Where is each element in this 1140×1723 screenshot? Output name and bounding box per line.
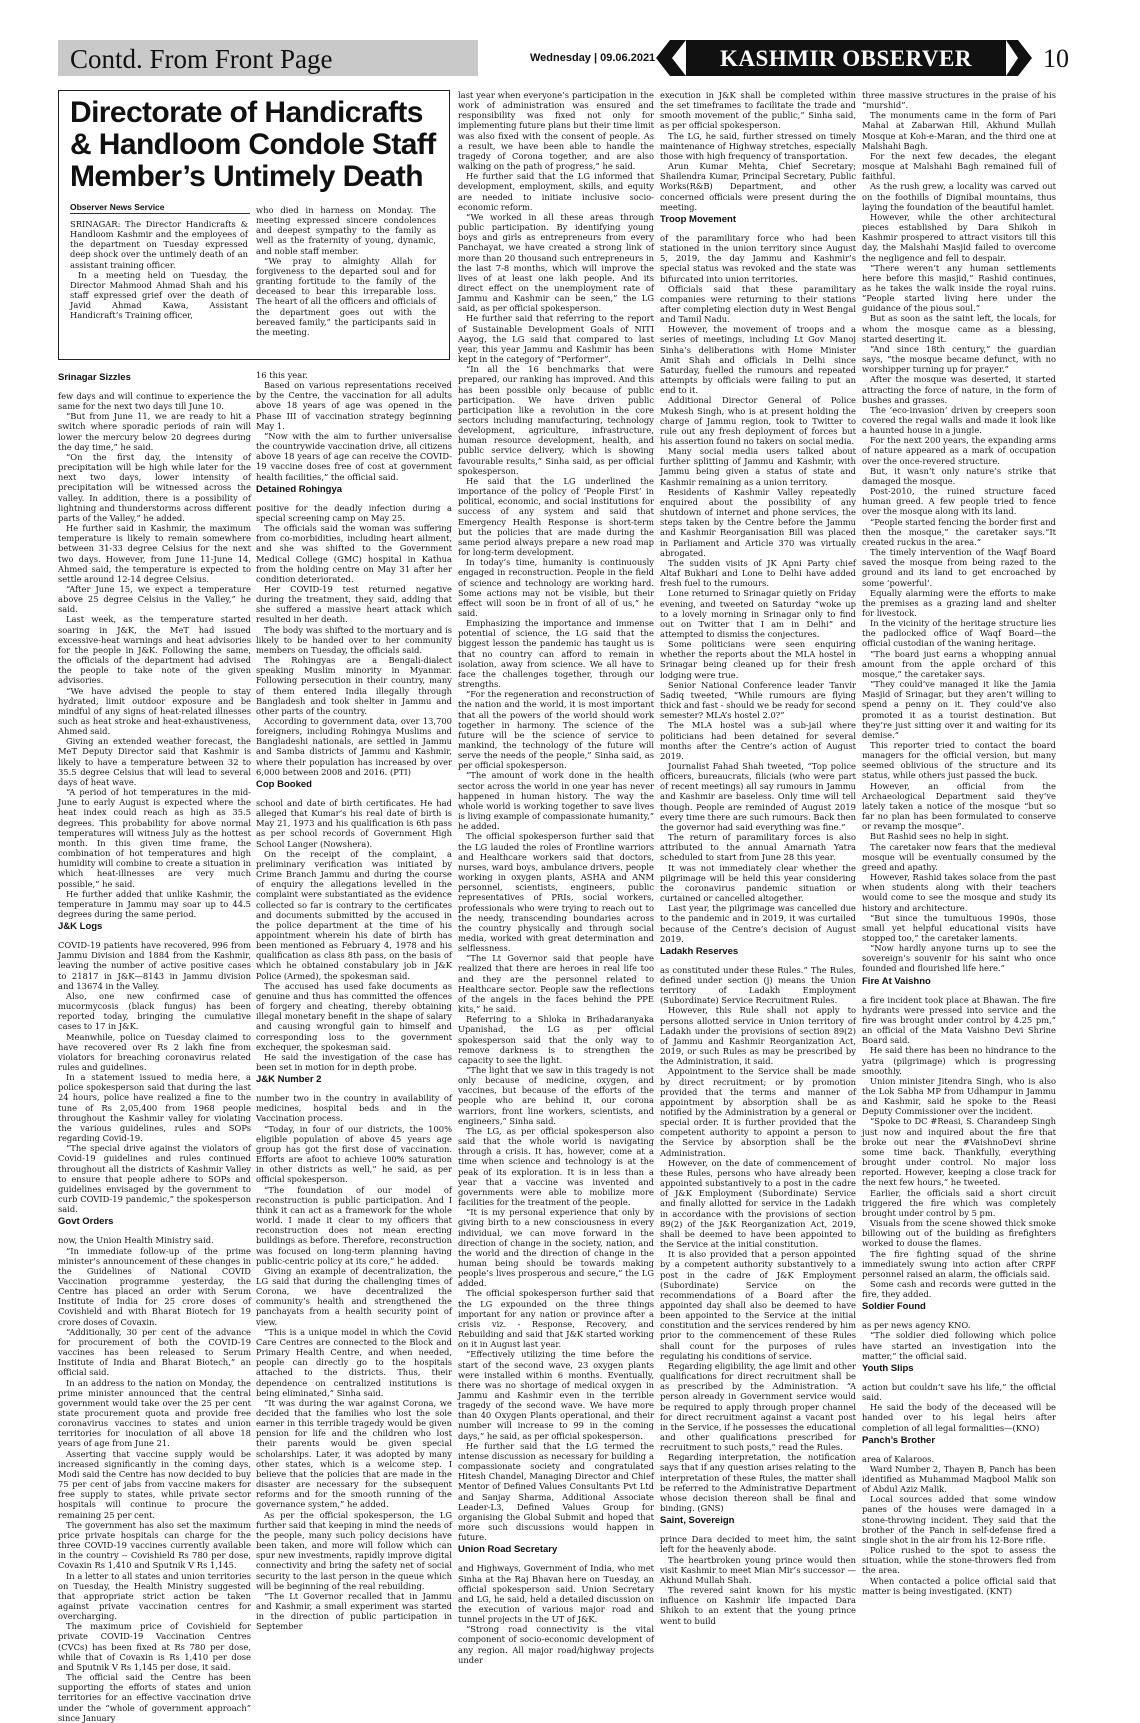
paragraph: After the mosque was deserted, it started attracting the force of nature, in the form of bushes and grasses.: [862, 374, 1056, 405]
paragraph: and Highways, Government of India, who met Sinha at the Raj Bhavan here on Tuesday, an official spokesperson said. Union Secretary and LG, he said, held a detailed discussion on the execution of various major road and tunnel projects in the UT of J&K.: [458, 1563, 654, 1625]
paragraph: few days and will continue to experience the same for the next two days till June 10.: [58, 391, 251, 412]
paragraph: The caretaker now fears that the medieval mosque will be eventually consumed by the greed and apathy.: [862, 841, 1056, 872]
paragraph: However, this Rule shall not apply to persons allotted service in Union territory of Ladakh under the provisions of section 89(2) of Jammu and Kashmir Reorganization Act, 2019, or such Rules as may be prescribed by the Administration, it said.: [660, 1005, 856, 1067]
paragraph: Giving an extended weather forecast, the MeT Deputy Director said that Kashmir is likely to have a temperature between 32 to 35.5 degree Celsius that will lead to several days of heat wave.: [58, 736, 251, 787]
paragraph: “But since the tumultuous 1990s, those small yet helpful educational visits have stopped too,” the caretaker laments.: [862, 912, 1056, 943]
paragraph: “We pray to almighty Allah for forgiveness to the departed soul and for granting fortitude to the family of the deceased to bear this irreparable loss. The heart of all the officers and officials of the department goes out with the bereaved family,” the participants said in the meeting.: [256, 255, 436, 337]
paragraph: Lone returned to Srinagar quietly on Friday evening, and tweeted on Saturday “woke up to a lovely morning in Srinagar only to find out on Twitter that I am in Delhi” and attempted to dismiss the conjectures.: [660, 588, 856, 639]
paragraph: three massive structures in the praise of his “murshid”.: [862, 90, 1056, 111]
subheading: Union Road Secretary: [458, 1544, 558, 1556]
paragraph: 16 this year.: [256, 370, 308, 380]
subheading: J&K Logs: [58, 921, 103, 933]
paragraph: COVID-19 patients have recovered, 996 from Jammu Division and 1884 from the Kashmir, leaving the number of active positive cases to 21817 in J&K—8143 in Jammu division and 13674 in the Valley.: [58, 940, 251, 991]
lead-column-1: [70, 219, 248, 321]
paragraph: The accused has used fake documents as genuine and thus has committed the offences of forgery and cheating, thereby obtaining illegal monetary benefit in the shape of salary and causing wrongful gain to himself and corresponding loss to the government exchequer, the spokesman said.: [256, 980, 452, 1052]
paragraph: Additional Director General of Police Mukesh Singh, who is at present holding the charge of Jammu region, took to Twitter to rule out any fresh deployment of forces but his assertion found no takers on social media.: [660, 395, 856, 446]
paragraph: Regarding interpretation, the notification says that if any question arises relating to the interpretation of these Rules, the matter shall be referred to the Administrative Department whose decision thereon shall be final and binding. (GNS): [660, 1452, 856, 1514]
paragraph: “Spoke to DC #Reasi, S. Charandeep Singh just now and inquired about the fire that broke out near the #VaishnoDevi shrine some time back. Thankfully, everything brought under control. No major loss reported. However, keeping a close track for the next few hours,” he tweeted.: [862, 1116, 1056, 1188]
paragraph: The Rohingyas are a Bengali-dialect speaking Muslim minority in Myanmar. Following persecution in their country, many of them entered India illegally through Bangladesh and took shelter in Jammu and other parts of the country.: [256, 655, 452, 716]
paragraph: Some cash and records were gutted in the fire, they added.: [862, 1278, 1056, 1300]
paragraph: Referring to a Shloka in Brihadaranyaka Upanishad, the LG as per official spokesperson said that the only way to remove darkness is to strengthen the capacity to see the light.: [458, 1014, 654, 1065]
paragraph: a fire incident took place at Bhawan. The fire hydrants were pressed into service and the fire was brought under control by 4.25 pm,” an official of the Mata Vaishno Devi Shrine Board said.: [862, 994, 1056, 1046]
paragraph: “We have advised the people to stay hydrated, limit outdoor exposure and be mindful of any signs of heat-related illnesses such as heat stroke and heat-exhaustiveness, Ahmed said.: [58, 685, 251, 737]
paragraph: The revered saint known for his mystic influence on Kashmir life impacted Dara Shikoh to an extent that the young prince went to build: [660, 1585, 856, 1626]
paragraph: Appointment to the Service shall be made by direct recruitment; or by promotion provided that the terms and manner of appointment by absorption shall be as notified by the Administration by a general or special order. It is further provided that the competent authority to appoint a person to the Service by absorption shall be the Administration.: [660, 1066, 856, 1158]
paragraph: SRINAGAR: The Director Handicrafts & Handloom Kashmir and the employees of the department on Tuesday expressed deep shock over the untimely death of an assistant training officer.: [70, 219, 248, 270]
paragraph: Last year, the pilgrimage was cancelled due to the pandemic and in 2019, it was curtailed because of the Centre’s decision of August 2019.: [660, 903, 856, 944]
paragraph: The fire fighting squad of the shrine immediately swung into action after CRPF personnel raised an alarm, the officials said.: [862, 1248, 1056, 1279]
paragraph: Her COVID-19 test returned negative during the treatment, they said, adding that she suffered a massive heart attack which resulted in her death.: [256, 583, 452, 625]
paragraph: “In all the 16 benchmarks that were prepared, our ranking has improved. And this has been possible only because of public participation. We have driven public participation like a revolution in the core sectors including manufacturing, technology development, agriculture, infrastructure, human resource development, health, and public service delivery, which is showing favourable results,” Sinha said, as per official spokesperson.: [458, 364, 654, 476]
paragraph: For the next few decades, the elegant mosque at Malshahi Bagh remained full of faithful.: [862, 150, 1056, 182]
paragraph: “After June 15, we expect a temperature above 25 degree Celsius in the Valley,” he said.: [58, 583, 251, 615]
paragraph: The return of paramilitary forces is also attributed to the annual Amarnath Yatra scheduled to start from June 28 this year.: [660, 832, 856, 863]
chevron-left-icon: [656, 40, 686, 76]
paragraph: The monuments came in the form of Pari Mahal at Zabarwan Hill, Akhund Mullah Mosque at Koh-e-Maran, and the third one at Malshahi Bagh.: [862, 110, 1056, 151]
paragraph: “The foundation of our model of reconstruction is public participation. And I think it can act as a framework for the whole world. I made it clear to my officers that reconstruction does not mean erecting buildings as before. Therefore, reconstruction was focused on long-term planning having public-centric policy at its core,” he added.: [256, 1184, 452, 1266]
paragraph: “A period of hot temperatures in the mid-June to early August is expected where the heat index could reach as high as 35.5 degrees. This probability for above normal temperatures will witness July as the hottest month. In this given time frame, the combination of hot temperatures and high humidity will combine to create a situation in which heat-illnesses are very much possible,” he said.: [58, 787, 251, 889]
paragraph: “There weren’t any human settlements here before this masjid,” Rashid continues, as he takes the walk inside the royal ruins. “People started living here under the guidance of the pious soul.”: [862, 262, 1056, 314]
paragraph: Journalist Fahad Shah tweeted, “Top police officers, bureaucrats, filicials (who were part of recent meetings) all say rumours in Jammu and Kashmir are baseless. Only time will tell though. People are reminded of August 2019 every time there are such rumours. Back then the governor had said everything was fine.”: [660, 761, 856, 832]
subheading: Detained Rohingya: [256, 483, 343, 495]
paragraph: Earlier, the officials said a short circuit triggered the fire which was completely brought under control by 5 pm.: [862, 1187, 1056, 1218]
paragraph: Based on various representations received by the Centre, the vaccination for all adults above 18 years of age was opened in the Phase III of vaccination strategy beginning May 1.: [256, 380, 452, 431]
paragraph: The officials said the woman was suffering from co-morbidities, including heart ailment, and she was shifted to the Government Medical College (GMC) hospital in Kathua from the holding centre on May 31 after her condition deteriorated.: [256, 523, 452, 584]
paragraph: He further said that the LG informed that development, employment, skills, and equity are needed to initiate inclusive socio-economic reform.: [458, 171, 654, 212]
subheading: Ladakh Reserves: [660, 945, 739, 957]
paragraph: Officials said that these paramilitary companies were returning to their stations after completing election duty in West Bengal and Tamil Nadu.: [660, 283, 856, 325]
masthead-brand: KASHMIR OBSERVER: [686, 40, 1006, 76]
issue-date: Wednesday | 09.06.2021: [530, 52, 656, 64]
paragraph: Local sources added that some window panes of the houses were damaged in a stone-throwing incident. They said that the brother of the Panch in self-defense fired a single shot in the air from his 12-Bore rifle.: [862, 1494, 1056, 1545]
paragraph: He said the body of the deceased will be handed over to his legal heirs after completion of all legal formalities—(KNO): [862, 1402, 1056, 1433]
subheading: Panch’s Brother: [862, 1434, 936, 1446]
lead-headline: Directorate of Handicrafts & Handloom Condole Staff Member’s Untimely Death: [70, 96, 436, 193]
article-column-3: [458, 90, 654, 1665]
subheading: Soldier Found: [862, 1301, 926, 1313]
paragraph: On the receipt of the complaint, a preliminary verification was initiated by Crime Branch Jammu and during the course of enquiry the allegations levelled in the complaint were substantiated as the evidence collected so far is contrary to the certificates and documents submitted by the accused in the police department at the time of his appointment wherein his date of birth has been mentioned as February 4, 1978 and his qualification as class 8th pass, on the basis of which he obtained constabulary job in J&K Police (Armed), the spokesman said.: [256, 848, 452, 981]
paragraph: The maximum price of Covishield for private COVID-19 Vaccination Centres (CVCs) has been fixed at Rs 780 per dose, while that of Covaxin is Rs 1,410 per dose and Sputnik V Rs 1,145 per dose, it said.: [58, 1621, 251, 1672]
paragraph: Also, one new confirmed case of mucormycosis (black fungus) has been reported today, bringing the cumulative cases to 17 in J&K.: [58, 990, 251, 1032]
paragraph: “We worked in all these areas through public participation. By identifying young boys and girls as entrepreneurs from every Panchayat, we have created a strong link of more than 20 thousand such entrepreneurs in the last 7-8 months, which will improve the lives of at least one lakh people. And its direct effect on the unemployment rate of Jammu and Kashmir can be seen,” the LG said, as per official spokesperson.: [458, 211, 654, 314]
paragraph: “Effectively utilizing the time before the start of the second wave, 23 oxygen plants were installed within 6 months. Eventually, there was no shortage of medical oxygen in Jammu and Kashmir even in the terrible tragedy of the second wave. We have more than 40 Oxygen Plants operational, and their number will increase to 99 in the coming days,” he said, as per official spokesperson.: [458, 1349, 654, 1441]
section-title: Contd. From Front Page: [58, 40, 478, 76]
subheading: Youth Slips: [862, 1362, 914, 1374]
paragraph: It was not immediately clear whether the pilgrimage will be held this year considering the coronavirus pandemic situation or curtained or cancelled altogether.: [660, 862, 856, 904]
lead-column-2: [256, 205, 436, 337]
subheading: Troop Movement: [660, 213, 737, 225]
paragraph: of the paramilitary force who had been stationed in the union territory since August 5, 2019, the day Jammu and Kashmir’s special status was revoked and the state was bifurcated into union territories.: [660, 232, 856, 284]
subheading: Saint, Sovereign: [660, 1515, 735, 1527]
paragraph: The LG, he said, further stressed on timely maintenance of Highway stretches, especially those with high frequency of transportation.: [660, 130, 856, 161]
paragraph: Emphasizing the importance and immense potential of science, the LG said that the biggest lesson the pandemic has taught us is that no country can afford to remain in isolation, away from science. We all have to face the challenges together, through our strengths.: [458, 618, 654, 690]
paragraph: However, the movement of troops and a series of meetings, including Lt Gov Manoj Sinha’s deliberations with Home Minister Amit Shah and officials in Delhi since Saturday, fuelled the rumours and repeated attempts by officials were failing to put an end to it.: [660, 324, 856, 396]
paragraph: area of Kalaroos.: [862, 1453, 935, 1464]
paragraph: Regarding eligibility, the age limit and other qualifications for direct recruitment shall be as prescribed by the Administration. “A person already in Government service would be required to apply through proper channel for direct recruitment against a vacant post in the Service, if he possesses the educational and other qualifications prescribed for recruitment to such posts,” read the Rules.: [660, 1360, 856, 1453]
paragraph: He further said in Kashmir, the maximum temperature is likely to remain somewhere between 31-33 degree Celsius for the next two days. However, from June 11-June 14, Ahmed said, the temperature is expected to settle around 12-14 degree Celsius.: [58, 523, 251, 584]
paragraph: “For the regeneration and reconstruction of the nation and the world, it is most important that all the powers of the world should work together in harmony. The science of the future will be the science of service to mankind, the technology of the future will serve the needs of the people,” Sinha said, as per official spokesperson.: [458, 689, 654, 771]
paragraph: “Strong road connectivity is the vital component of socio-economic development of any region. All major road/highway projects under: [458, 1624, 654, 1665]
paragraph: This reporter tried to contact the board managers for the official version, but many seemed oblivious of the structure and its status, while others just passed the buck.: [862, 740, 1056, 781]
paragraph: The heartbroken young prince would then visit Kashmir to meet Mian Mir’s successor — Akhund Mullah Shah.: [660, 1554, 856, 1585]
paragraph: “The special drive against the violators of Covid-19 guidelines and rules continued throughout all the districts of Kashmir Valley to ensure that people adhere to SOPs and guidelines envisaged by the government to curb COVID-19 pandemic,” the spokesperson said.: [58, 1143, 251, 1215]
subheading: Govt Orders: [58, 1216, 114, 1228]
paragraph: The government has also set the maximum price private hospitals can charge for the three COVID-19 vaccines currently available in the country -- Covishield Rs 780 per dose, Covaxin Rs 1,410 and Sputnik V Rs 1,145.: [58, 1519, 251, 1571]
paragraph: Post-2010, the ruined structure faced human greed. A few people tried to fence over the mosque along with its land.: [862, 486, 1056, 517]
paragraph: However, Rashid takes solace from the past when students along with their teachers would come to see the mosque and study its history and architecture.: [862, 872, 1056, 913]
paragraph: As the rush grew, a locality was carved out on the foothills of Dignibal mountains, thus laying the foundation of the beautiful hamlet.: [862, 181, 1056, 212]
paragraph: “The Lt Governor recalled that in Jammu and Kashmir, a small experiment was started in the direction of public participation in September: [256, 1590, 452, 1632]
paragraph: However, on the date of commencement of these Rules, persons who have already been appointed substantively to a post in the cadre of J&K Employment (Subordinate) Service and finally allotted for service in the Ladakh in accordance with the provisions of section 89(2) of the J&K Reorganization Act, 2019, shall be deemed to have been appointed to the Service at the initial constitution.: [660, 1157, 856, 1250]
paragraph: Union minister Jitendra Singh, who is also the Lok Sabha MP from Udhampur in Jammu and Kashmir, said he spoke to the Reasi Deputy Commissioner over the incident.: [862, 1075, 1056, 1117]
paragraph: “It is my personal experience that only by giving birth to a new consciousness in every individual, we can move forward in the direction of change in the society, nation, and the world and the direction of change in the human being should be towards making people’s lives prosperous and secure,” the LG added.: [458, 1207, 654, 1289]
paragraph: “In immediate follow-up of the prime minister’s announcement of these changes in the Guidelines of National COVID Vaccination programme yesterday, the Centre has placed an order with Serum Institute of India for 25 crore doses of Covishield and with Bharat Biotech for 19 crore doses of Covaxin.: [58, 1245, 251, 1327]
paragraph: But as soon as the saint left, the locals, for whom the mosque came as a blessing, started deserting it.: [862, 313, 1056, 344]
paragraph: When contacted a police official said that matter is being investigated. (KNT): [862, 1575, 1056, 1596]
paragraph: who died in harness on Monday. The meeting expressed sincere condolences and deepest sympathy to the family as well as the fraternity of young, dynamic, and noble staff member.: [256, 205, 436, 256]
paragraph: Police rushed to the spot to assess the situation, while the stone-throwers fled from the area.: [862, 1545, 1056, 1576]
article-column-4: [660, 90, 856, 1626]
paragraph: However, while the other architectural pieces established by Dara Shikoh in Kashmir prospered to attract visitors till this day, the Malshahi Masjid failed to overcome the negligence and fell to despair.: [862, 211, 1056, 263]
paragraph: Meanwhile, police on Tuesday claimed to have recovered over Rs 2 lakh fine from violators for breaching coronavirus related rules and guidelines.: [58, 1031, 251, 1072]
paragraph: Residents of Kashmir Valley repeatedly enquired about the possibility of any shutdown of internet and phone services, the steps taken by the Centre before the Jammu and Kashmir Reorganisation Bill was placed in Parliament and Article 370 was virtually abrogated.: [660, 486, 856, 558]
paragraph: However, an official from the Archaeological Department said they’ve lately taken a notice of the mosque “but so far no plan has been formulated to conserve or revamp the mosque”.: [862, 780, 1056, 832]
article-column-1: [58, 370, 251, 1723]
paragraph: In a statement issued to media here, a police spokesperson said that during the last 24 hours, police have realized a fine to the tune of Rs 2,05,400 from 1968 people throughout the Kashmir valley for violating the various guidelines, rules and SOPs regarding Covid-19.: [58, 1072, 251, 1144]
subheading: Srinagar Sizzles: [58, 372, 131, 383]
paragraph: as constituted under these Rules.” The Rules, defined under section (j) means the Union territory of Ladakh Employment (Subordinate) Service Recruitment Rules.: [660, 964, 856, 1006]
paragraph: Visuals from the scene showed thick smoke billowing out of the building as firefighters worked to douse the flames.: [862, 1218, 1056, 1249]
paragraph: number two in the country in availability of medicines, hospital beds and in the Vaccination process.: [256, 1093, 452, 1124]
paragraph: The LG, as per official spokesperson also said that the whole world is navigating through a crisis. It has, however, come at a time when science and technology is at the peak of its exploration. It is in less than a year that a vaccine was invented and governments were able to mobilize more facilities for the treatment of the people.: [458, 1125, 654, 1208]
paragraph: “The soldier died following which police have started an investigation into the matter,” the official said.: [862, 1330, 1056, 1361]
byline: Observer News Service: [70, 202, 165, 212]
paragraph: Senior National Conference leader Tanvir Sadiq tweeted, “While rumours are flying thick and fast - should we be ready for second semester? MLA’s hostel 2.0?”: [660, 679, 856, 721]
paragraph: now, the Union Health Ministry said.: [58, 1235, 214, 1246]
paragraph: “The Lt Governor said that people have realized that there are heroes in real life too and they are the personnel related to Healthcare sector. People saw the reflections of the angels in the faces behind the PPE kits,” he said.: [458, 953, 654, 1015]
paragraph: prince Dara decided to meet him, the saint left for the heavenly abode.: [660, 1534, 856, 1555]
paragraph: “The board just earns a whopping annual amount from the apple orchard of this mosque,” the caretaker says.: [862, 648, 1056, 679]
paragraph: Many social media users talked about further splitting of Jammu and Kashmir, with Jammu being given a status of state and Kashmir remaining as a union territory.: [660, 446, 856, 487]
paragraph: as per news agency KNO.: [862, 1320, 971, 1331]
paragraph: “But from June 11, we are ready to hit a switch where sporadic periods of rain will lower the mercury below 20 degrees during the day time,” he said.: [58, 411, 251, 452]
paragraph: Arun Kumar Mehta, Chief Secretary; Shailendra Kumar, Principal Secretary, Public Works(R&B) Department, and other concerned officials were present during the meeting.: [660, 161, 856, 212]
paragraph: It is also provided that a person appointed by a competent authority substantively to a post in the cadre of J&K Employment (Subordinate) Service on the recommendations of a Board after the appointed day shall also be deemed to have been appointed to the Service at the initial constitution and the services rendered by him prior to the commencement of these Rules shall count for the purposes of rules regulating his conditions of service.: [660, 1249, 856, 1361]
paragraph: The MLA hostel was a sub-jail where politicians had been detained for several months after the Centre’s action of August 2019.: [660, 720, 856, 761]
paragraph: The official spokesperson further said that the LG lauded the roles of Frontline warriors and Healthcare workers said that doctors, nurses, ward boys, ambulance drivers, people working in oxygen plants, ASHA and ANM personnel, scientists, engineers, public representatives of PRIs, social workers, professionals who were trying to reach out to the needy, transcending boundaries across the country physically and through social media, worked with great determination and selflessness.: [458, 831, 654, 954]
paragraph: “The amount of work done in the health sector across the world in one year has never happened in human history. The way the whole world is working together to save lives is living example of compassionate humanity,” he added.: [458, 770, 654, 832]
article-column-5: [862, 90, 1056, 1596]
paragraph: The body was shifted to the mortuary and is likely to be handed over to her community members on Tuesday, the officials said.: [256, 624, 452, 655]
paragraph: In an address to the nation on Monday, the prime minister announced that the central government would take over the 25 per cent state procurement quota and provide free coronavirus vaccines to states and union territories for inoculation of all above 18 years of age from June 21.: [58, 1377, 251, 1449]
paragraph: last year when everyone’s participation in the work of administration was ensured and responsibility was fixed not only for implementing future plans but their time limit was also fixed with the consent of people. As a result, we have been able to handle the tragedy of Corona together, and are also walking on the path of progress,” he said.: [458, 90, 654, 172]
paragraph: In today’s time, humanity is continuously engaged in reconstruction. People in the field of science and technology are working hard. Some actions may not be visible, but their effect will soon be in front of all of us,” he said.: [458, 557, 654, 618]
paragraph: “They could’ve managed it like the Jamia Masjid of Srinagar, but they aren’t willing to spend a penny on it. They could’ve also promoted it as a tourist destination. But they’re just sitting over it and waiting for its demise.”: [862, 679, 1056, 740]
paragraph: In a meeting held on Tuesday, the Director Mahmood Ahmad Shah and his staff expressed grief over the death of Javid Ahmad Kawa, Assistant Handicraft’s Training officer,: [70, 269, 248, 321]
paragraph: positive for the deadly infection during a special screening camp on May 25.: [256, 502, 452, 523]
paragraph: He further said that the LG termed the intense discussion as necessary for building a compassionate society and congratulated Hitesh Chandel, Managing Director and Chief Mentor of Defined Values Consultants Pvt Ltd and Sanjay Sharma, Additional Associate Leader-L3, Defined Values Group for organising the Global Submit and hoped that more such discussions would happen in future.: [458, 1440, 654, 1543]
paragraph: As per the official spokesperson, the LG further said that keeping in mind the needs of the people, many such policy decisions have been taken, and more will follow which can spur new investments, rapidly improve digital connectivity and bring the safety net of social security to the last person in the queue which will be beginning of the real rebuilding.: [256, 1509, 452, 1591]
paragraph: Equally alarming were the efforts to make the premises as a grazing land and shelter for livestock.: [862, 587, 1056, 618]
paragraph: “This is a unique model in which the Covid Care Centres are connected to the Block and Primary Health Centre, and when needed, people can directly go to the hospitals attached to the districts. Thus, their dependence on centralized institutions is being eliminated,” Sinha said.: [256, 1326, 452, 1398]
paragraph: He said the investigation of the case has been set in motion for in depth probe.: [256, 1051, 452, 1072]
paragraph: “Now with the aim to further universalise the countrywide vaccination drive, all citizens above 18 years of age can receive the COVID-19 vaccine doses free of cost at government health facilities,” the official said.: [256, 430, 452, 482]
page-header: [58, 40, 1104, 76]
paragraph: He said that the LG underlined the importance of the policy of ‘People First’ in political, economic, and social institutions for success of any system and said that Emergency Health Response is short-term but the policies that are made during the same period always prepare a new road map for long-term development.: [458, 475, 654, 558]
paragraph: “Additionally, 30 per cent of the advance for procurement of both the COVID-19 vaccines has been released to Serum Institute of India and Bharat Biotech,” an official said.: [58, 1326, 251, 1378]
paragraph: “On the first day, the intensity of precipitation will be high while later for the next two days, lower intensity of precipitation will be witnessed across the valley. In addition, there is a possibility of lightning and thunderstorms across different parts of the Valley,” he added.: [58, 451, 251, 523]
paragraph: Asserting that vaccine supply would be increased significantly in the coming days, Modi said the Centre has now decided to buy 75 per cent of jabs from vaccine makers for free supply to states, while private sector hospitals will continue to procure the remaining 25 per cent.: [58, 1448, 251, 1520]
paragraph: “Now hardly anyone turns up to see the sovereign’s souvenir for his saint who once founded and flourished life here.”: [862, 943, 1056, 974]
paragraph: action but couldn’t save his life,” the official said.: [862, 1381, 1056, 1403]
paragraph: The ‘eco-invasion’ driven by creepers soon covered the regal walls and made it look like a haunted house in a jungle.: [862, 404, 1056, 436]
paragraph: Last week, as the temperature started soaring in J&K, the MeT had issued excessive-heat warnings and heat advisories for the people in J&K. Following the same, the officials of the department had advised the people to take note of the given advisories.: [58, 614, 251, 686]
paragraph: Giving an example of decentralization, the LG said that during the challenging times of Corona, we have decentralized the community’s health and strengthened the panchayats from a health security point of view.: [256, 1265, 452, 1327]
paragraph: “And since 18th century,” the guardian says, “the mosque became defunct, with no worshipper turning up for prayer.”: [862, 343, 1056, 375]
paragraph: execution in J&K shall be completed within the set timeframes to facilitate the trade and smooth movement of the public,” Sinha said, as per official spokesperson.: [660, 90, 856, 131]
paragraph: But Rashid sees no help in sight.: [870, 831, 1009, 842]
subheading: J&K Number 2: [256, 1074, 322, 1086]
paragraph: “It was during the war against Corona, we decided that the families who lost the sole earner in this terrible tragedy would be given pension for life and the children who lost their parents would be given special scholarships. Later, it was adopted by many other states, which is a welcome step. I believe that the policies that are made in the disaster are necessary for the subsequent reforms and for the smooth running of the governance system,” he added.: [256, 1397, 452, 1510]
paragraph: The timely intervention of the Waqf Board saved the mosque from being razed to the ground and its land to get encroached by some ‘powerful’.: [862, 547, 1056, 588]
paragraph: Some politicians were seen enquiring whether the reports about the MLA hostel in Srinagar being cleaned up for their fresh lodging were true.: [660, 639, 856, 680]
paragraph: school and date of birth certificates. He had alleged that Kumar’s his real date of birth is May 21, 1973 and his qualification is 6th pass as per school records of Government High School Langer (Nowshera).: [256, 797, 452, 849]
paragraph: “The light that we saw in this tragedy is not only because of medicine, oxygen, and vaccines, but because of the efforts of the people who are behind it, our corona warriors, front line workers, scientists, and engineers,” Sinha said.: [458, 1065, 654, 1126]
subheading: Fire At Vaishno: [862, 975, 931, 987]
paragraph: The sudden visits of JK Apni Party chief Altaf Bukhari and Lone to Delhi have added fresh fuel to the rumours.: [660, 557, 856, 589]
paragraph: “People started fencing the border first and then the mosque,” the caretaker says.“It created ruckus in the area.”: [862, 516, 1056, 547]
subheading: Cop Booked: [256, 778, 312, 790]
paragraph: According to government data, over 13,700 foreigners, including Rohingya Muslims and Bangladeshi nationals, are settled in Jammu and Samba districts of Jammu and Kashmir, where their population has increased by over 6,000 between 2008 and 2016. (PTI): [256, 716, 452, 777]
paragraph: He further added that unlike Kashmir, the temperature in Jammu may soar up to 44.5 degrees during the same period.: [58, 888, 251, 919]
paragraph: He said there has been no hindrance to the yatra (pilgrimage) which is progressing smoothly.: [862, 1045, 1056, 1076]
divider: [70, 213, 250, 214]
paragraph: “Today, in four of our districts, the 100% eligible population of above 45 years age group has got the first dose of vaccination. Efforts are afoot to achieve 100% saturation in other districts as well,” he said, as per official spokesperson.: [256, 1123, 452, 1185]
paragraph: For the next 200 years, the expanding arms of nature appeared as a mark of occupation over the once-revered structure.: [862, 435, 1056, 466]
paragraph: Ward Number 2, Thayen B, Panch has been identified as Muhammad Maqbool Malik son of Abdul Aziz Malik.: [862, 1463, 1056, 1495]
article-column-2: [256, 370, 452, 1631]
page-number: 10: [1043, 44, 1069, 73]
paragraph: In a letter to all states and union territories on Tuesday, the Health Ministry suggested that appropriate strict action be taken against private vaccination centres for overcharging.: [58, 1570, 251, 1622]
paragraph: He further said that referring to the report of Sustainable Development Goals of NITI Aayog, the LG said that compared to last year, this year Jammu and Kashmir has been kept in the category of “Performer”.: [458, 313, 654, 365]
paragraph: The official spokesperson further said that the LG expounded on the three things important for any nation or province after a crisis viz. - Response, Recovery, and Rebuilding and said that J&K started working on it in August last year.: [458, 1288, 654, 1350]
paragraph: In the vicinity of the heritage structure lies the padlocked office of Waqf Board—the official custodian of the waning heritage.: [862, 618, 1056, 649]
paragraph: But, it wasn’t only nature’s strike that damaged the mosque.: [862, 465, 1056, 486]
paragraph: The official said the Centre has been supporting the efforts of states and union territories for an effective vaccination drive under the “whole of government approach” since January: [58, 1672, 251, 1723]
